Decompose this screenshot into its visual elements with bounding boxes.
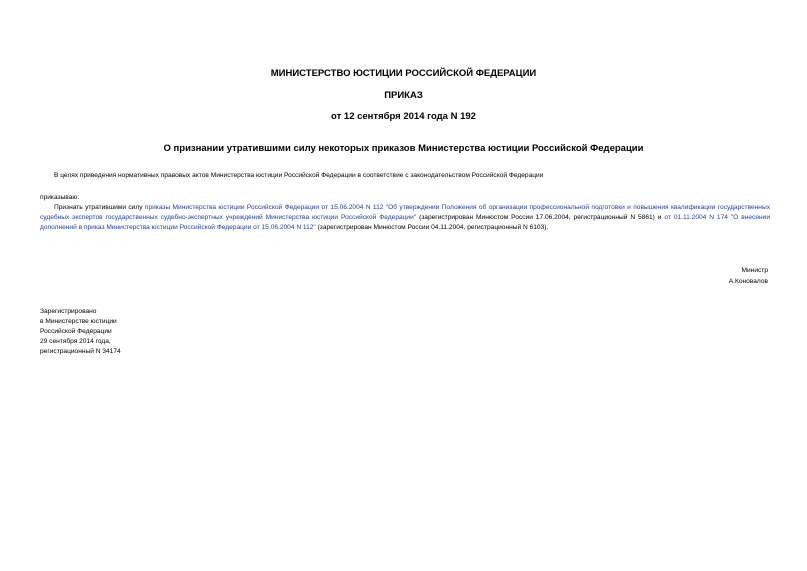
signature-position: Министр (741, 267, 768, 274)
order-item-paragraph (40, 203, 770, 233)
registration-block (40, 307, 240, 357)
item-prefix: Признать утратившими силу (54, 204, 145, 211)
ministry-heading: МИНИСТЕРСТВО ЮСТИЦИИ РОССИЙСКОЙ ФЕДЕРАЦИИ (270, 68, 537, 79)
doc-type-heading: ПРИКАЗ (384, 90, 423, 101)
registration-line: 29 сентября 2014 года, (40, 338, 111, 345)
item-suffix: (зарегистрирован Минюстом России 04.11.2004, регистрационный N 6103). (315, 224, 549, 231)
document-title: О признании утратившими силу некоторых приказов Министерства юстиции Российской Федерации (163, 143, 644, 154)
signature-name: А.Коновалов (728, 278, 768, 285)
registration-line: в Министерстве юстиции (40, 318, 117, 325)
order-174-link[interactable]: от 01.11.2004 N 174 "О внесении дополнений в приказ Министерства юстиции Российской Федерации от 15.06.2004 N 112" (40, 214, 771, 231)
intro-paragraph: В целях приведения нормативных правовых актов Министерства юстиции Российской Федерации в соответствие с законодательством Российской Федерации (54, 172, 544, 179)
registration-line: Российской Федерации (40, 328, 112, 335)
order-word: приказываю: (40, 194, 80, 201)
date-number-heading: от 12 сентября 2014 года N 192 (331, 111, 476, 122)
item-mid: (зарегистрирован Минюстом России 17.06.2004, регистрационный N 5861) и (416, 214, 665, 221)
registration-line: регистрационный N 34174 (40, 348, 121, 355)
registration-line: Зарегистрировано (40, 308, 97, 315)
order-112-link[interactable]: приказы Министерства юстиции Российской Федерации от 15.06.2004 N 112 "Об утверждении Положения об организации профессиональной подготовки и повышения квалификации государственных судебных экспертов государственных судебно-экспертных учреждений Министерства юстиции Российской Федерации" (40, 204, 770, 221)
